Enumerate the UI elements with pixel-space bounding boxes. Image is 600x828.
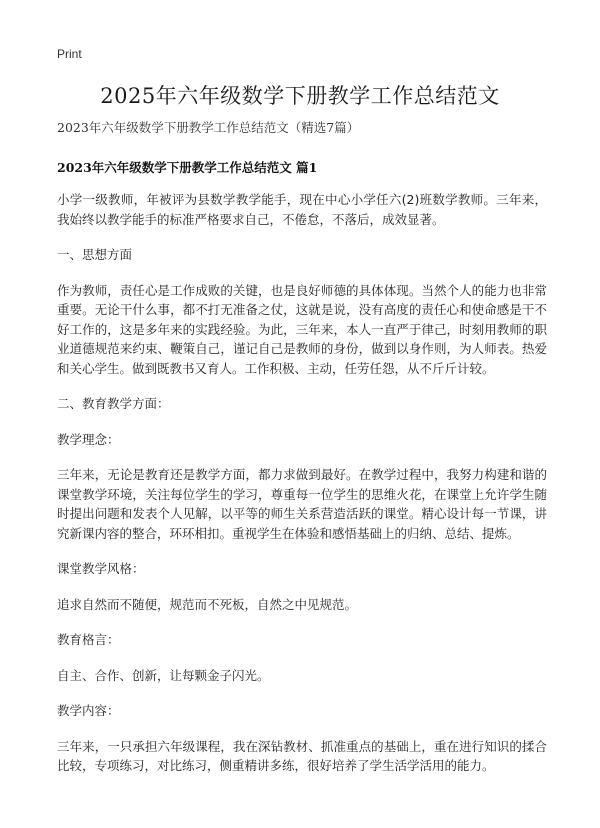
- document-body: [57, 118, 547, 792]
- label-motto: 教育格言：: [57, 632, 120, 647]
- intro-paragraph: 小学一级教师，年被评为县数学教学能手，现在中心小学任六(2)班数学教师。三年来，我始终以教学能手的标准严格要求自己，不倦怠，不落后，成效显著。: [57, 192, 547, 227]
- section-heading: 2023年六年级数学下册教学工作总结范文 篇1: [57, 160, 318, 175]
- label-teaching-style: 课堂教学风格：: [57, 561, 145, 576]
- label-teaching-philosophy: 教学理念：: [57, 431, 120, 447]
- motto-text: 自主、合作、创新，让每颗金子闪光。: [57, 667, 270, 683]
- document-title: 2025年六年级数学下册教学工作总结范文: [100, 84, 500, 108]
- teaching-style-text: 追求自然而不随便，规范而不死板，自然之中见规范。: [57, 596, 358, 612]
- teaching-content-paragraph: 三年来，一只承担六年级课程，我在深钻教材、抓准重点的基础上，重在进行知识的揉合比较，专项练习，对比练习，侧重精讲多练，很好培养了学生活学活用的能力。: [57, 738, 547, 773]
- ideology-paragraph: 作为教师，责任心是工作成败的关键，也是良好师德的具体体现。当然个人的能力也非常重要。无论干什么事，都不打无准备之仗，这就是说，没有高度的责任心和使命感是干不好工作的，这是多年来的实践经验。为此，三年来，本人一直严于律己，时刻用教师的职业道德规范来约束、鞭策自己，谨记自己是教师的身份，做到以身作则，为人师表。热爱和关心学生。做到既教书又育人。工作积极、主动，任劳任怨，从不斤斤计较。: [57, 282, 547, 376]
- heading-ideology: 一、思想方面: [57, 247, 133, 262]
- heading-teaching: 二、教育教学方面：: [57, 396, 170, 411]
- label-teaching-content: 教学内容：: [57, 703, 120, 718]
- teaching-philosophy-paragraph: 三年来，无论是教育还是教学方面，都力求做到最好。在教学过程中，我努力构建和谐的课堂教学环境，关注每位学生的学习，尊重每一位学生的思维火花，在课堂上允许学生随时提出问题和发表个人见解，以平等的师生关系营造活跃的课堂。精心设计每一节课，讲究新课内容的整合，环环相扣。重视学生在体验和感悟基础上的归纳、总结、提炼。: [57, 467, 547, 541]
- document-subtitle: 2023年六年级数学下册教学工作总结范文（精选7篇）: [57, 120, 360, 135]
- print-link[interactable]: Print: [57, 47, 82, 61]
